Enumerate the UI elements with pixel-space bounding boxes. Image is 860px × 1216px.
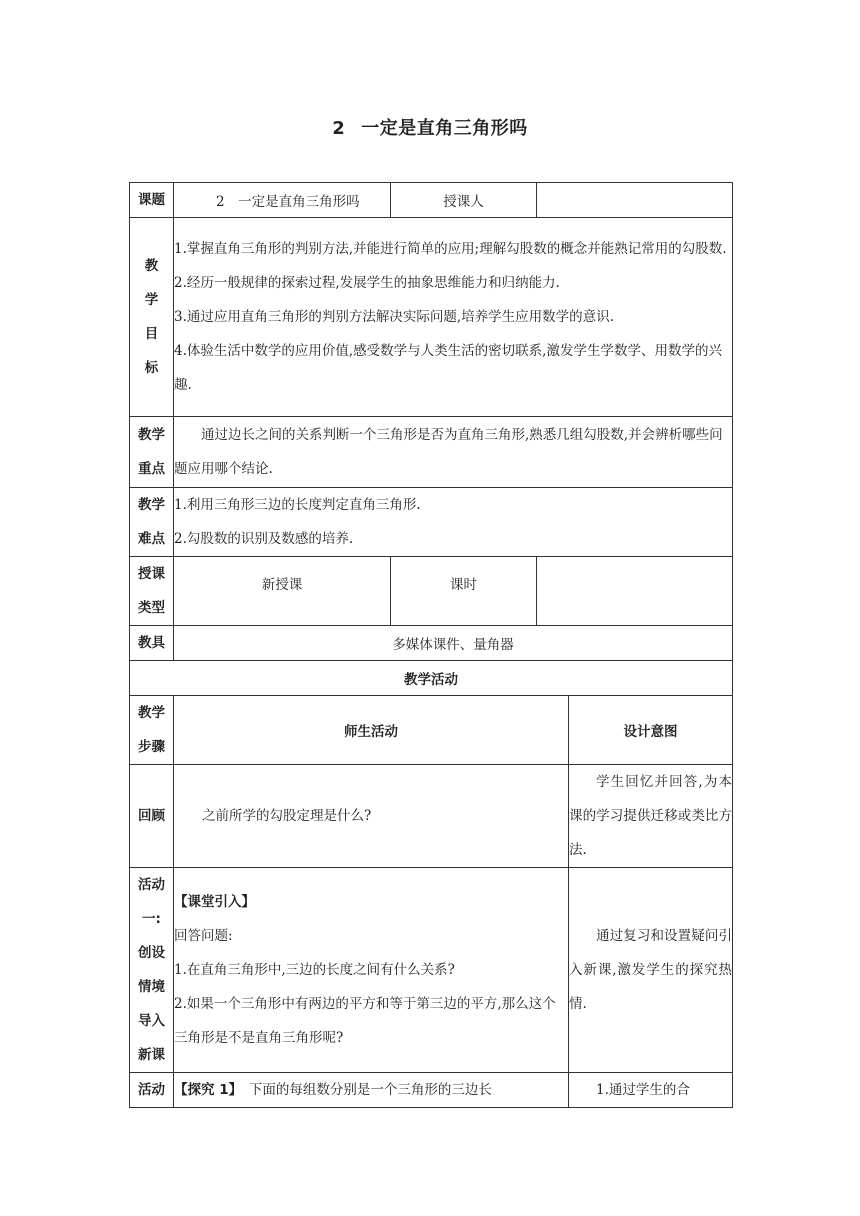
review-activity: 之前所学的勾股定理是什么? — [202, 808, 372, 824]
activity1-heading: 【课堂引入】 — [174, 894, 255, 910]
objectives-content — [174, 218, 733, 417]
key-points-label-line: 教学 — [138, 427, 165, 443]
lesson-type-value: 新授课 — [174, 557, 391, 626]
objectives-label-char: 教 — [144, 258, 159, 274]
activity1-label-line: 一: — [142, 911, 161, 927]
teacher-label: 授课人 — [391, 183, 537, 218]
steps-label — [130, 696, 174, 765]
objectives-label — [130, 218, 174, 417]
objective-item: 2.经历一般规律的探索过程,发展学生的抽象思维能力和归纳能力. — [174, 275, 560, 291]
course-label: 课题 — [130, 183, 174, 218]
activity-column-header: 师生活动 — [174, 696, 569, 765]
review-label: 回顾 — [130, 765, 174, 868]
tools-value: 多媒体课件、量角器 — [174, 626, 733, 661]
activity1-label-line: 创设 — [138, 945, 165, 961]
activity2-content — [174, 1073, 569, 1108]
activity1-intro: 回答问题: — [174, 928, 233, 944]
activities-header: 教学活动 — [130, 661, 733, 696]
activity1-label-line: 情境 — [138, 979, 165, 995]
key-points-text: 通过边长之间的关系判断一个三角形是否为直角三角形,熟悉几组勾股数,并会辨析哪些问题应用哪个结论. — [174, 427, 723, 477]
row-activities-header — [130, 661, 733, 696]
hours-value — [537, 557, 733, 626]
difficulties-content — [174, 488, 733, 557]
row-course — [130, 183, 733, 218]
difficulties-label — [130, 488, 174, 557]
difficulty-item: 1.利用三角形三边的长度判定直角三角形. — [174, 497, 421, 513]
row-tools — [130, 626, 733, 661]
activity1-question: 2.如果一个三角形中有两边的平方和等于第三边的平方,那么这个三角形是不是直角三角形呢? — [174, 996, 556, 1046]
lesson-type-label-line: 授课 — [138, 566, 165, 582]
objective-item: 1.掌握直角三角形的判别方法,并能进行简单的应用;理解勾股数的概念并能熟记常用的勾股数. — [174, 241, 727, 257]
row-difficulties — [130, 488, 733, 557]
row-review — [130, 765, 733, 868]
steps-label-line: 教学 — [138, 705, 165, 721]
difficulty-item: 2.勾股数的识别及数感的培养. — [174, 531, 354, 547]
activity2-heading: 【探究 1】 — [174, 1082, 236, 1098]
activity2-text: 下面的每组数分别是一个三角形的三边长 — [248, 1082, 492, 1098]
activity1-label-line: 活动 — [138, 877, 165, 893]
objective-item: 4.体验生活中数学的应用价值,感受数学与人类生活的密切联系,激发学生学数学、用数学的兴趣. — [174, 343, 722, 393]
lesson-plan-table — [129, 182, 733, 1108]
key-points-label — [130, 417, 174, 488]
activity1-label-line: 新课 — [138, 1047, 165, 1063]
objectives-label-char: 学 — [144, 292, 159, 308]
activity1-label-line: 导入 — [138, 1013, 165, 1029]
page-title — [0, 114, 860, 140]
tools-label: 教具 — [130, 626, 174, 661]
row-lesson-type — [130, 557, 733, 626]
objectives-label-char: 目 — [144, 326, 159, 342]
difficulties-label-line: 难点 — [138, 531, 165, 547]
activity2-intent: 1.通过学生的合 — [569, 1073, 733, 1108]
steps-label-line: 步骤 — [138, 739, 165, 755]
row-activity2 — [130, 1073, 733, 1108]
course-value: 2 一定是直角三角形吗 — [174, 183, 391, 218]
activity2-label: 活动 — [130, 1073, 174, 1108]
activity1-intent: 通过复习和设置疑问引入新课,激发学生的探究热情. — [569, 868, 733, 1073]
activity1-content — [174, 868, 569, 1073]
difficulties-label-line: 教学 — [138, 497, 165, 513]
row-objectives — [130, 218, 733, 417]
hours-label: 课时 — [391, 557, 537, 626]
objectives-label-char: 标 — [144, 360, 159, 376]
title-text: 一定是直角三角形吗 — [361, 118, 528, 139]
intent-column-header: 设计意图 — [569, 696, 733, 765]
review-activity-cell — [174, 765, 569, 868]
row-activity1 — [130, 868, 733, 1073]
objective-item: 3.通过应用直角三角形的判别方法解决实际问题,培养学生应用数学的意识. — [174, 309, 614, 325]
title-number: 2 — [332, 118, 346, 139]
lesson-type-label-line: 类型 — [138, 600, 165, 616]
review-intent: 学生回忆并回答,为本课的学习提供迁移或类比方法. — [569, 765, 733, 868]
key-points-content — [174, 417, 733, 488]
row-steps-header — [130, 696, 733, 765]
activity1-question: 1.在直角三角形中,三边的长度之间有什么关系? — [174, 962, 455, 978]
teacher-value — [537, 183, 733, 218]
lesson-type-label — [130, 557, 174, 626]
key-points-label-line: 重点 — [138, 461, 165, 477]
activity1-label — [130, 868, 174, 1073]
row-key-points — [130, 417, 733, 488]
